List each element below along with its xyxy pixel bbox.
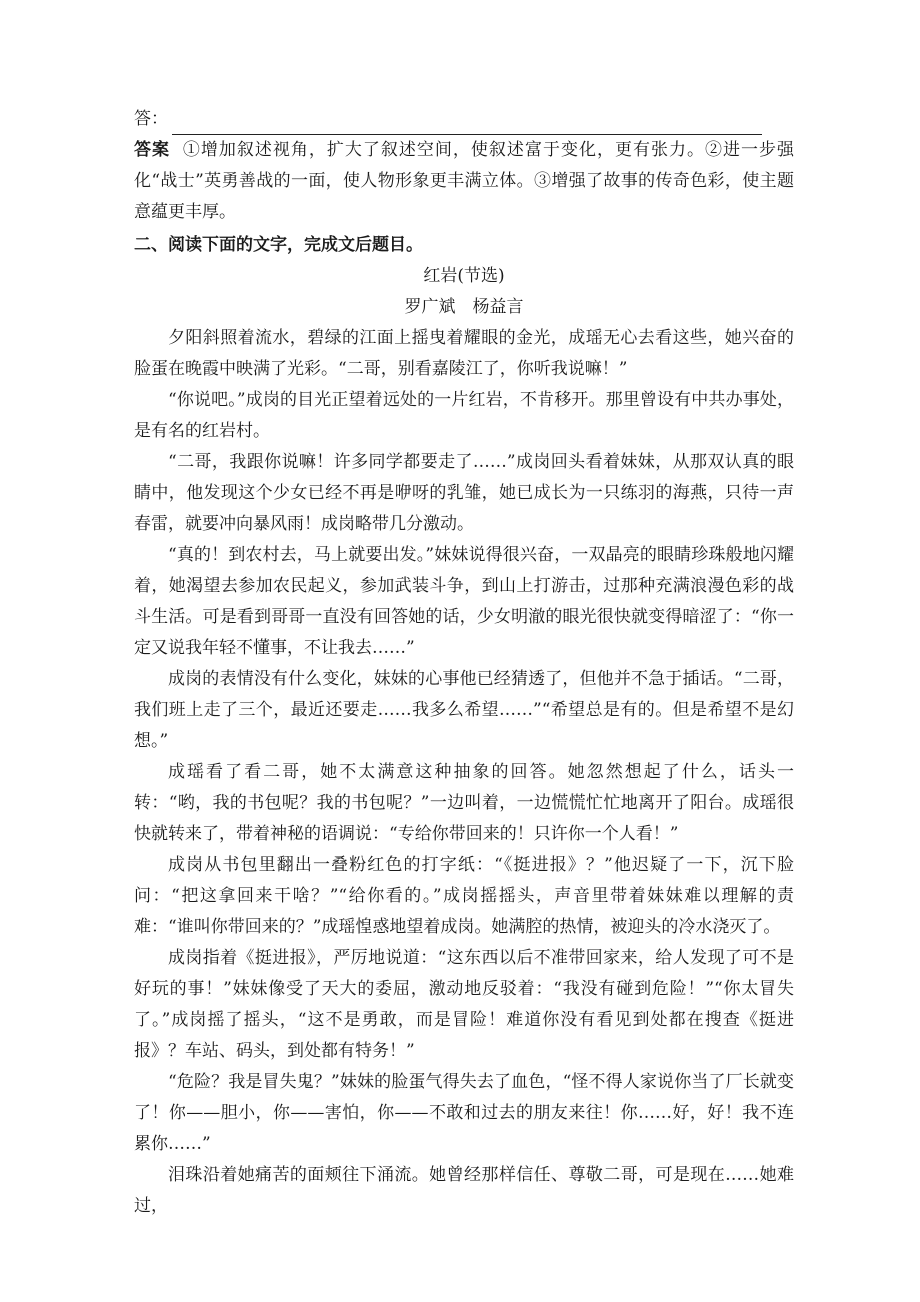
story-title: 红岩(节选) (423, 266, 505, 286)
paragraph: 成岗指着《挺进报》，严厉地说道：“这东西以后不准带回家来，给人发现了可不是好玩的事！”妹妹像受了天大的委屈，激动地反驳着：“我没有碰到危险！”“你太冒失了。”成岗摇了摇头，“这不是勇敢，而是冒险！难道你没有看见到处都在搜查《挺进报》？车站、码头，到处都有特务！” (134, 948, 794, 1061)
paragraph: “危险？我是冒失鬼？”妹妹的脸蛋气得失去了血色，“怪不得人家说你当了厂长就变了！你——胆小，你——害怕，你——不敢和过去的朋友来往！你……好，好！我不连累你……” (134, 1072, 794, 1154)
document-page (134, 104, 794, 1222)
paragraph: 泪珠沿着她痛苦的面颊往下涌流。她曾经那样信任、尊敬二哥，可是现在……她难过， (134, 1165, 794, 1216)
answer-prompt-line (134, 104, 794, 135)
paragraph: “你说吧。”成岗的目光正望着远处的一片红岩，不肯移开。那里曾设有中共办事处，是有名的红岩村。 (134, 390, 794, 441)
story-body (134, 323, 794, 1222)
answer-key-text: ①增加叙述视角，扩大了叙述空间，使叙述富于变化，更有张力。②进一步强化“战士”英勇善战的一面，使人物形象更丰满立体。③增强了故事的传奇色彩，使主题意蕴更丰厚。 (134, 140, 795, 222)
paragraph: 成岗的表情没有什么变化，妹妹的心事他已经猜透了，但他并不急于插话。“二哥，我们班上走了三个，最近还要走……我多么希望……”“希望总是有的。但是希望不是幻想。” (134, 669, 794, 751)
paragraph: 夕阳斜照着流水，碧绿的江面上摇曳着耀眼的金光，成瑶无心去看这些，她兴奋的脸蛋在晚霞中映满了光彩。“二哥，别看嘉陵江了，你听我说嘛！” (134, 328, 794, 379)
paragraph: 成瑶看了看二哥，她不太满意这种抽象的回答。她忽然想起了什么，话头一转：“哟，我的书包呢？我的书包呢？”一边叫着，一边慌慌忙忙地离开了阳台。成瑶很快就转来了，带着神秘的语调说：“专给你带回来的！只许你一个人看！” (134, 762, 794, 844)
story-authors: 罗广斌 杨益言 (404, 297, 524, 317)
answer-prompt-label: 答： (134, 109, 168, 129)
paragraph: “真的！到农村去，马上就要出发。”妹妹说得很兴奋，一双晶亮的眼睛珍珠般地闪耀着，她渴望去参加农民起义，参加武装斗争，到山上打游击，过那种充满浪漫色彩的战斗生活。可是看到哥哥一直没有回答她的话，少女明澈的眼光很快就变得暗涩了：“你一定又说我年轻不懂事，不让我去……” (134, 545, 794, 658)
section-heading: 二、阅读下面的文字，完成文后题目。 (134, 235, 423, 255)
paragraph: “二哥，我跟你说嘛！许多同学都要走了……”成岗回头看着妹妹，从那双认真的眼睛中，他发现这个少女已经不再是咿呀的乳雏，她已成长为一只练羽的海燕，只待一声春雷，就要冲向暴风雨！成岗略带几分激动。 (134, 452, 794, 534)
answer-key-label: 答案 (134, 140, 171, 160)
answer-key (134, 135, 794, 228)
paragraph: 成岗从书包里翻出一叠粉红色的打字纸：“《挺进报》？”他迟疑了一下，沉下脸问：“把这拿回来干啥？”“给你看的。”成岗摇摇头，声音里带着妹妹难以理解的责难：“谁叫你带回来的？”成瑶惶惑地望着成岗。她满腔的热情，被迎头的冷水浇灭了。 (134, 855, 794, 937)
answer-blank-line (172, 114, 762, 135)
